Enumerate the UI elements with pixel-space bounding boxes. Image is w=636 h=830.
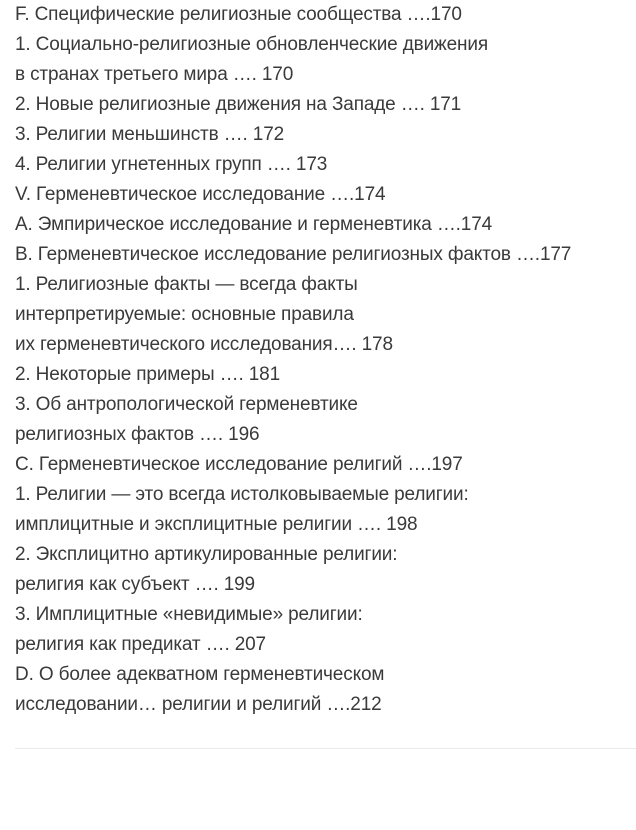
toc-line: C. Герменевтическое исследование религий ….197: [15, 454, 463, 475]
toc-line: в странах третьего мира …. 170: [15, 64, 294, 85]
divider: [15, 748, 636, 749]
toc-line: A. Эмпирическое исследование и герменевтика ….174: [15, 214, 493, 235]
toc-line: религия как предикат …. 207: [15, 634, 266, 655]
toc-line: 1. Религии — это всегда истолковываемые религии:: [15, 484, 469, 505]
toc-line: V. Герменевтическое исследование ….174: [15, 184, 386, 205]
toc-line: D. О более адекватном герменевтическом: [15, 664, 385, 685]
toc-line: 3. Имплицитные «невидимые» религии:: [15, 604, 363, 625]
toc-line: 2. Новые религиозные движения на Западе …. 171: [15, 94, 462, 115]
toc-line: интерпретируемые: основные правила: [15, 304, 354, 325]
toc-line: F. Специфические религиозные сообщества ….170: [15, 4, 462, 25]
toc-line: имплицитные и эксплицитные религии …. 198: [15, 514, 418, 535]
toc-line: 1. Социально-религиозные обновленческие движения: [15, 34, 488, 55]
toc-line: религия как субъект …. 199: [15, 574, 255, 595]
toc-line: 4. Религии угнетенных групп …. 173: [15, 154, 328, 175]
toc-line: религиозных фактов …. 196: [15, 424, 260, 445]
toc-line: 2. Некоторые примеры …. 181: [15, 364, 281, 385]
toc-line: исследовании… религии и религий ….212: [15, 694, 382, 715]
toc-line: их герменевтического исследования…. 178: [15, 334, 393, 355]
toc-line: 2. Эксплицитно артикулированные религии:: [15, 544, 398, 565]
toc-line: 1. Религиозные факты — всегда факты: [15, 274, 358, 295]
toc-line: 3. Об антропологической герменевтике: [15, 394, 358, 415]
toc-line: 3. Религии меньшинств …. 172: [15, 124, 285, 145]
table-of-contents: [15, 0, 636, 720]
toc-line: B. Герменевтическое исследование религиозных фактов ….177: [15, 244, 572, 265]
